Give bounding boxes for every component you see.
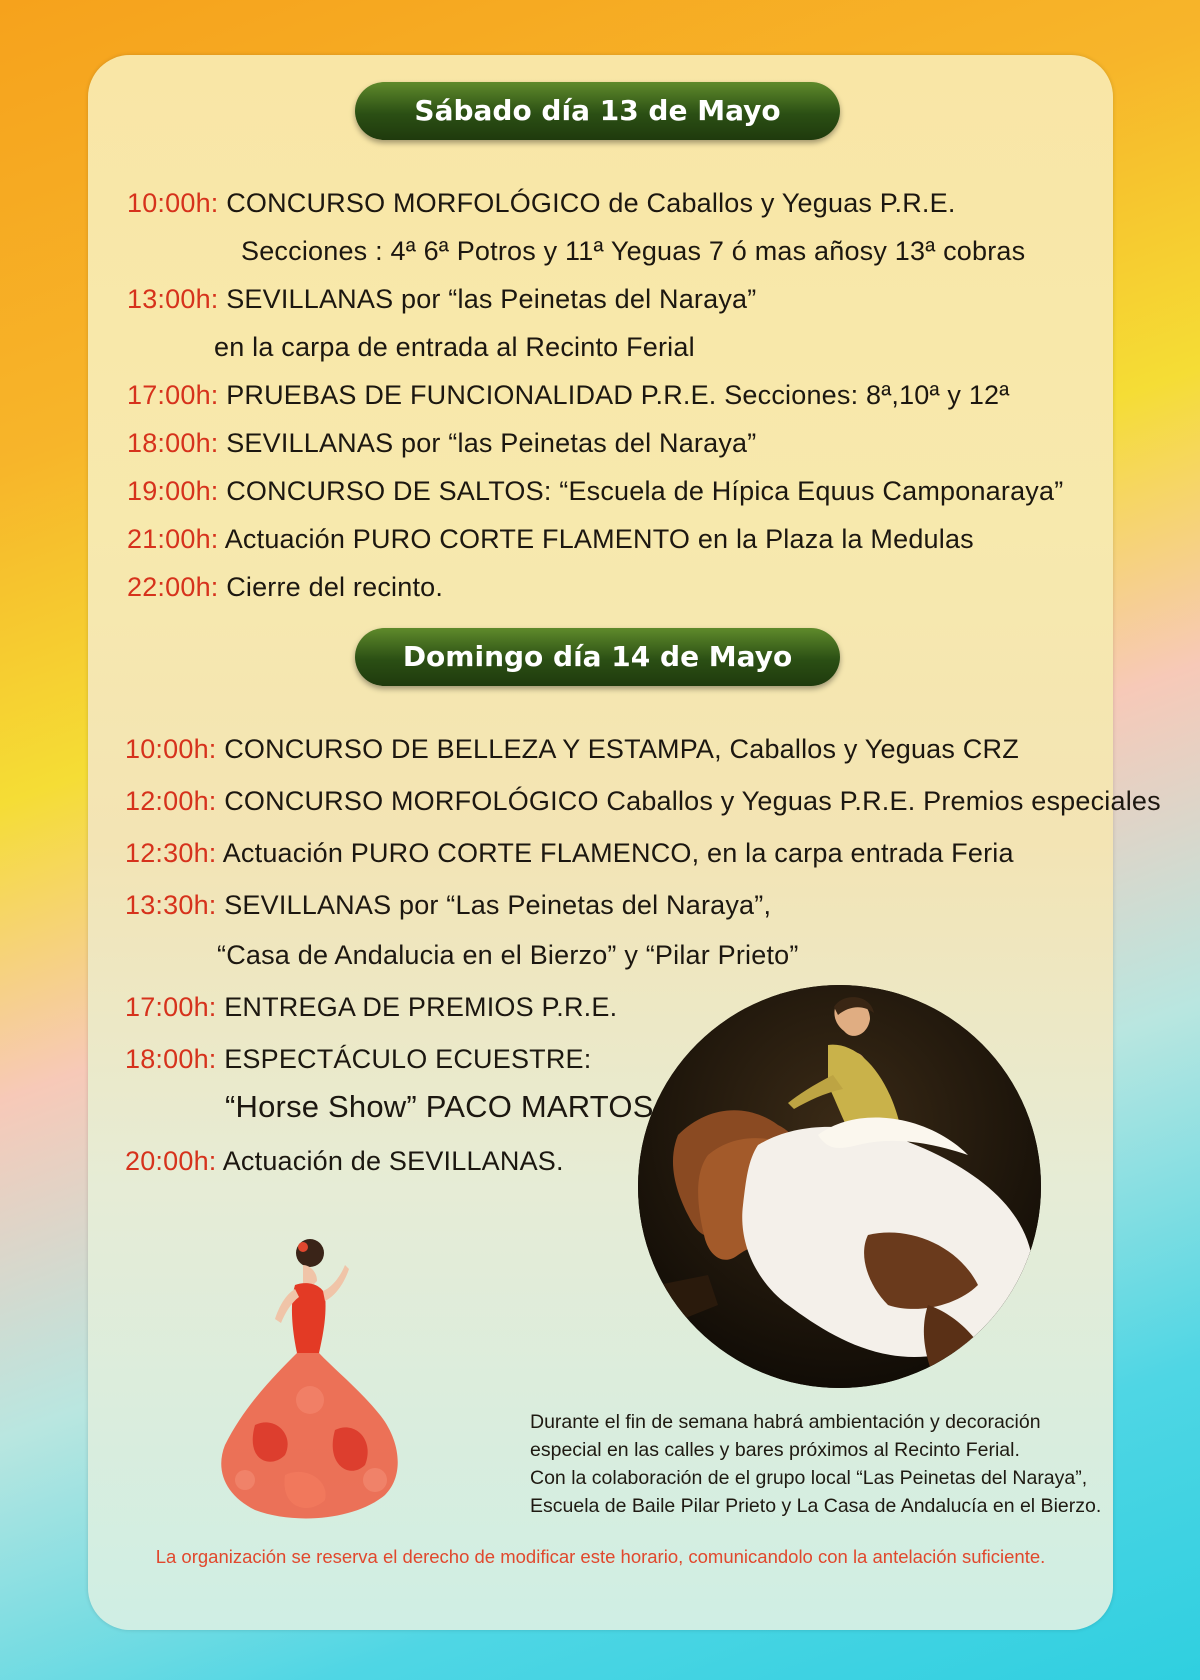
sat-time-9: 22:00h: xyxy=(127,572,219,602)
note-line-3: Con la colaboración de el grupo local “Las Peinetas del Naraya”, xyxy=(530,1467,1088,1489)
sun-time-7: 18:00h: xyxy=(125,1044,217,1074)
sat-time-8: 21:00h: xyxy=(127,524,219,554)
sat-row-1 xyxy=(127,188,956,219)
sun-row-3 xyxy=(125,838,1014,869)
sat-row-6 xyxy=(127,428,756,459)
note-line-1: Durante el fin de semana habrá ambientación y decoración xyxy=(530,1411,1041,1433)
sat-time-5: 17:00h: xyxy=(127,380,219,410)
weekend-note xyxy=(530,1408,1102,1520)
sat-row-5 xyxy=(127,380,1009,411)
sun-time-6: 17:00h: xyxy=(125,992,217,1022)
sunday-header: Domingo día 14 de Mayo xyxy=(355,628,840,686)
sun-time-4: 13:30h: xyxy=(125,890,217,920)
sun-row-1 xyxy=(125,734,1019,765)
sun-row-9 xyxy=(125,1146,564,1177)
sun-text-1: CONCURSO DE BELLEZA Y ESTAMPA, Caballos y Yeguas CRZ xyxy=(224,734,1019,764)
horse-rider-illustration xyxy=(638,985,1041,1388)
sat-row-7 xyxy=(127,476,1063,507)
sat-row-8 xyxy=(127,524,974,555)
sun-text-4: SEVILLANAS por “Las Peinetas del Naraya”, xyxy=(224,890,772,920)
sun-text-3: Actuación PURO CORTE FLAMENCO, en la carpa entrada Feria xyxy=(222,838,1014,868)
sat-text-6: SEVILLANAS por “las Peinetas del Naraya” xyxy=(226,428,757,458)
sun-text-7: ESPECTÁCULO ECUESTRE: xyxy=(224,1044,592,1074)
sat-text-4: en la carpa de entrada al Recinto Ferial xyxy=(214,332,695,362)
sat-text-7: CONCURSO DE SALTOS: “Escuela de Hípica Equus Camponaraya” xyxy=(226,476,1064,506)
saturday-header: Sábado día 13 de Mayo xyxy=(355,82,840,140)
sat-time-3: 13:00h: xyxy=(127,284,219,314)
sat-time-1: 10:00h: xyxy=(127,188,219,218)
flamenco-dancer-illustration xyxy=(185,1225,425,1525)
sat-row-3 xyxy=(127,284,756,315)
sat-time-6: 18:00h: xyxy=(127,428,219,458)
sun-text-9: Actuación de SEVILLANAS. xyxy=(222,1146,564,1176)
horse-show-photo xyxy=(638,985,1041,1388)
sat-text-3: SEVILLANAS por “las Peinetas del Naraya” xyxy=(226,284,757,314)
sun-row-6 xyxy=(125,992,617,1023)
sun-time-9: 20:00h: xyxy=(125,1146,217,1176)
sat-text-9: Cierre del recinto. xyxy=(226,572,444,602)
note-line-2: especial en las calles y bares próximos al Recinto Ferial. xyxy=(530,1439,1020,1461)
sat-time-7: 19:00h: xyxy=(127,476,219,506)
sat-row-2 xyxy=(241,236,1025,267)
sun-text-2: CONCURSO MORFOLÓGICO Caballos y Yeguas P.R.E. Premios especiales xyxy=(224,786,1161,816)
sat-row-4 xyxy=(214,332,695,363)
sun-text-6: ENTREGA DE PREMIOS P.R.E. xyxy=(224,992,618,1022)
disclaimer-footer: La organización se reserva el derecho de modificar este horario, comunicandolo con la antelación suficiente. xyxy=(155,1546,1046,1567)
sat-text-2: Secciones : 4ª 6ª Potros y 11ª Yeguas 7 ó mas añosy 13ª cobras xyxy=(241,236,1026,266)
sat-text-8: Actuación PURO CORTE FLAMENTO en la Plaza la Medulas xyxy=(224,524,974,554)
sun-row-8 xyxy=(225,1089,654,1125)
sun-text-5: “Casa de Andalucia en el Bierzo” y “Pilar Prieto” xyxy=(217,940,799,970)
sat-text-5: PRUEBAS DE FUNCIONALIDAD P.R.E. Secciones: 8ª,10ª y 12ª xyxy=(226,380,1010,410)
sun-row-5 xyxy=(217,940,799,971)
sat-row-9 xyxy=(127,572,443,603)
note-line-4: Escuela de Baile Pilar Prieto y La Casa de Andalucía en el Bierzo. xyxy=(530,1495,1102,1517)
sun-text-8: “Horse Show” PACO MARTOS xyxy=(225,1089,654,1124)
sun-time-3: 12:30h: xyxy=(125,838,217,868)
sun-row-2 xyxy=(125,786,1161,817)
sun-row-7 xyxy=(125,1044,591,1075)
sun-row-4 xyxy=(125,890,771,921)
sun-time-1: 10:00h: xyxy=(125,734,217,764)
sun-time-2: 12:00h: xyxy=(125,786,217,816)
sat-text-1: CONCURSO MORFOLÓGICO de Caballos y Yeguas P.R.E. xyxy=(226,188,956,218)
